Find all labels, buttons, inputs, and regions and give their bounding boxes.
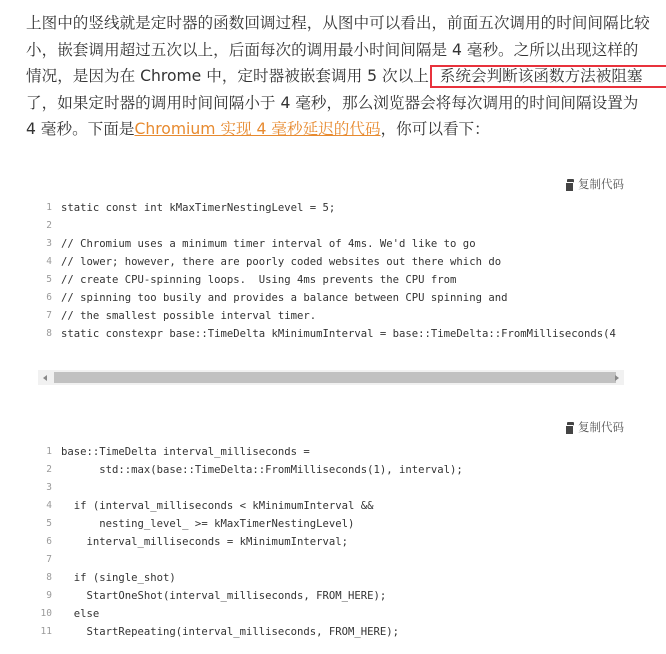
highlighted-text: 系统会判断该函数方法被阻塞 — [430, 65, 666, 88]
code-line — [38, 605, 624, 623]
code-text: static const int kMaxTimerNestingLevel = 5; — [61, 202, 336, 214]
paragraph-line: 上图中的竖线就是定时器的函数回调过程，从图中可以看出，前面五次调用的时间间隔比较 — [26, 14, 650, 32]
code-text: else — [61, 608, 100, 620]
code-line — [38, 479, 624, 497]
line-number: 8 — [46, 572, 52, 583]
code-line — [38, 569, 624, 587]
code-line — [38, 461, 624, 479]
code-text: nesting_level_ >= kMaxTimerNestingLevel) — [61, 518, 355, 530]
code-text: std::max(base::TimeDelta::FromMilliseconds(1), interval); — [61, 464, 463, 476]
line-number: 6 — [46, 536, 52, 547]
code-line — [38, 623, 624, 641]
horizontal-scrollbar[interactable] — [38, 370, 624, 385]
code-line — [38, 587, 624, 605]
code-block-1 — [38, 176, 624, 366]
line-number: 5 — [46, 518, 52, 529]
code-lines — [38, 199, 624, 343]
line-number: 9 — [46, 590, 52, 601]
paragraph-text: 4 毫秒。下面是 — [26, 120, 135, 139]
code-line — [38, 307, 624, 325]
line-number: 7 — [46, 554, 52, 565]
paragraph-line: 小，嵌套调用超过五次以上，后面每次的调用最小时间间隔是 4 毫秒。之所以出现这样的 — [26, 40, 639, 59]
copy-icon — [565, 179, 575, 190]
line-number: 4 — [46, 500, 52, 511]
line-number: 3 — [46, 482, 52, 493]
code-line — [38, 515, 624, 533]
line-number: 2 — [46, 464, 52, 475]
scrollbar-thumb[interactable] — [54, 372, 616, 383]
paragraph-line: 了，如果定时器的调用时间间隔小于 4 毫秒，那么浏览器会将每次调用的时间间隔设置为 — [26, 93, 639, 112]
paragraph-text: ，你可以看下： — [380, 120, 490, 139]
code-text: // lower; however, there are poorly coded websites out there which do — [61, 256, 502, 268]
code-line — [38, 325, 624, 343]
code-text: // spinning too busily and provides a balance between CPU spinning and — [61, 292, 508, 304]
code-text: if (interval_milliseconds < kMinimumInterval && — [61, 500, 374, 512]
copy-code-button[interactable] — [565, 176, 624, 192]
code-text: // create CPU-spinning loops. Using 4ms prevents the CPU from — [61, 274, 457, 286]
code-text: StartOneShot(interval_milliseconds, FROM_HERE); — [61, 590, 387, 602]
code-line — [38, 271, 624, 289]
code-line — [38, 199, 624, 217]
code-block-2 — [38, 419, 624, 649]
line-number: 2 — [46, 220, 52, 231]
copy-code-label: 复制代码 — [578, 177, 624, 191]
code-text: StartRepeating(interval_milliseconds, FROM_HERE); — [61, 626, 400, 638]
code-line — [38, 289, 624, 307]
line-number: 10 — [40, 608, 52, 619]
code-line — [38, 253, 624, 271]
paragraph-line — [26, 116, 656, 143]
arrow-left-icon[interactable] — [38, 370, 52, 385]
code-line — [38, 235, 624, 253]
line-number: 8 — [46, 328, 52, 339]
code-line — [38, 497, 624, 515]
line-number: 11 — [40, 626, 52, 637]
code-text: // Chromium uses a minimum timer interval of 4ms. We'd like to go — [61, 238, 476, 250]
code-line — [38, 533, 624, 551]
code-line — [38, 443, 624, 461]
copy-code-button[interactable] — [565, 419, 624, 435]
line-number: 1 — [46, 202, 52, 213]
line-number: 4 — [46, 256, 52, 267]
article-paragraph — [26, 10, 656, 143]
copy-icon — [565, 422, 575, 433]
code-text: // the smallest possible interval timer. — [61, 310, 317, 322]
line-number: 5 — [46, 274, 52, 285]
chromium-code-link[interactable]: Chromium 实现 4 毫秒延迟的代码 — [134, 120, 381, 139]
code-text: static constexpr base::TimeDelta kMinimumInterval = base::TimeDelta::FromMilliseconds(4 — [61, 328, 616, 340]
line-number: 1 — [46, 446, 52, 457]
line-number: 6 — [46, 292, 52, 303]
code-text: interval_milliseconds = kMinimumInterval; — [61, 536, 349, 548]
code-lines — [38, 443, 624, 641]
line-number: 7 — [46, 310, 52, 321]
line-number: 3 — [46, 238, 52, 249]
arrow-right-icon[interactable] — [610, 370, 624, 385]
paragraph-line — [26, 63, 656, 90]
code-line — [38, 217, 624, 235]
code-text: if (single_shot) — [61, 572, 176, 584]
code-text: base::TimeDelta interval_milliseconds = — [61, 446, 310, 458]
paragraph-text: 情况，是因为在 Chrome 中，定时器被嵌套调用 5 次以上 — [26, 67, 429, 86]
code-line — [38, 551, 624, 569]
copy-code-label: 复制代码 — [578, 420, 624, 434]
